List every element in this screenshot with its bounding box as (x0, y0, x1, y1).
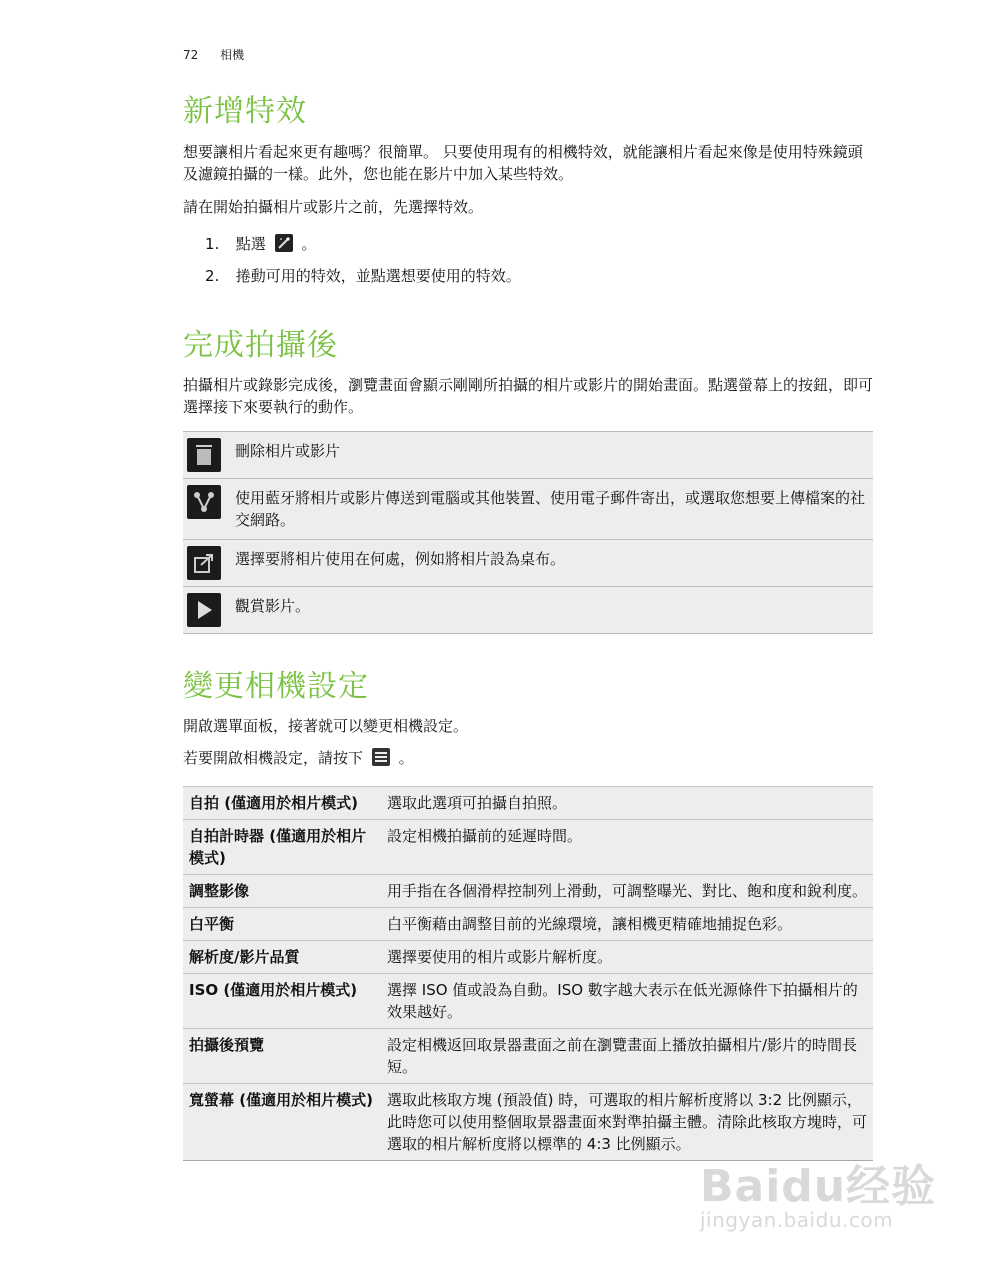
setting-description: 設定相機返回取景器畫面之前在瀏覽畫面上播放拍攝相片/影片的時間長短。 (381, 1029, 873, 1084)
settings-row (183, 974, 873, 1029)
effects-wand-icon (275, 234, 293, 252)
settings-line-2-text: 若要開啟相機設定，請按下 (183, 749, 364, 767)
settings-line-2-end: 。 (398, 749, 414, 767)
setting-name: ISO (僅適用於相片模式) (183, 974, 381, 1029)
share-icon (187, 485, 221, 519)
step-text-end: 。 (301, 235, 317, 253)
settings-line-2 (183, 747, 873, 769)
step-number: 2. (205, 267, 220, 285)
action-text: 使用藍牙將相片或影片傳送到電腦或其他裝置、使用電子郵件寄出，或選取您想要上傳檔案的社交網路。 (233, 479, 873, 540)
settings-row (183, 787, 873, 820)
step-number: 1. (205, 235, 220, 253)
step-text: 點選 (235, 235, 266, 253)
play-icon (187, 593, 221, 627)
watermark-logo: Baidu经验 (700, 1161, 937, 1212)
after-capture-actions-table (183, 431, 873, 634)
baidu-watermark (700, 1150, 936, 1232)
menu-icon (372, 748, 390, 766)
setting-name: 白平衡 (183, 908, 381, 941)
setting-description: 選取此核取方塊 (預設值) 時，可選取的相片解析度將以 3:2 比例顯示，此時您可以使用整個取景器畫面來對準拍攝主體。清除此核取方塊時，可選取的相片解析度將以標準的 4:3 比例顯示。 (381, 1084, 873, 1161)
setting-description: 選擇要使用的相片或影片解析度。 (381, 941, 873, 974)
section-title-effects: 新增特效 (183, 94, 307, 129)
settings-row (183, 1029, 873, 1084)
section-title-camera-settings: 變更相機設定 (183, 669, 369, 704)
step-2 (205, 265, 521, 287)
setting-name: 調整影像 (183, 875, 381, 908)
action-text: 選擇要將相片使用在何處，例如將相片設為桌布。 (233, 540, 873, 587)
setting-name: 自拍 (僅適用於相片模式) (183, 787, 381, 820)
step-1 (205, 233, 316, 255)
chapter-title: 相機 (220, 48, 245, 62)
action-text: 觀賞影片。 (233, 587, 873, 634)
setting-name: 解析度/影片品質 (183, 941, 381, 974)
settings-row (183, 875, 873, 908)
settings-line-1: 開啟選單面板，接著就可以變更相機設定。 (183, 717, 469, 735)
setting-description: 設定相機拍攝前的延遲時間。 (381, 820, 873, 875)
action-row (183, 479, 873, 540)
trash-icon (187, 438, 221, 472)
setting-name: 拍攝後預覽 (183, 1029, 381, 1084)
watermark-url: jingyan.baidu.com (700, 1208, 894, 1232)
running-header (183, 46, 262, 63)
setting-name: 自拍計時器 (僅適用於相片模式) (183, 820, 381, 875)
action-row (183, 432, 873, 479)
effects-instruction: 請在開始拍攝相片或影片之前，先選擇特效。 (183, 198, 484, 216)
setting-description: 白平衡藉由調整目前的光線環境，讓相機更精確地捕捉色彩。 (381, 908, 873, 941)
setting-name: 寬螢幕 (僅適用於相片模式) (183, 1084, 381, 1161)
action-row (183, 540, 873, 587)
page-number: 72 (183, 48, 199, 62)
setting-description: 選擇 ISO 值或設為自動。ISO 數字越大表示在低光源條件下拍攝相片的效果越好。 (381, 974, 873, 1029)
action-text: 刪除相片或影片 (233, 432, 873, 479)
step-text: 捲動可用的特效，並點選想要使用的特效。 (235, 267, 521, 285)
after-capture-intro: 拍攝相片或錄影完成後，瀏覽畫面會顯示剛剛所拍攝的相片或影片的開始畫面。點選螢幕上的按鈕，即可選擇接下來要執行的動作。 (183, 376, 874, 416)
settings-row (183, 908, 873, 941)
effects-intro: 想要讓相片看起來更有趣嗎？很簡單。 只要使用現有的相機特效，就能讓相片看起來像是使用特殊鏡頭及濾鏡拍攝的一樣。此外，您也能在影片中加入某些特效。 (183, 143, 863, 183)
setting-description: 用手指在各個滑桿控制列上滑動，可調整曝光、對比、飽和度和銳利度。 (381, 875, 873, 908)
settings-row (183, 820, 873, 875)
set-as-icon (187, 546, 221, 580)
setting-description: 選取此選項可拍攝自拍照。 (381, 787, 873, 820)
camera-settings-table (183, 786, 873, 1161)
section-title-after-capture: 完成拍攝後 (183, 328, 338, 363)
settings-row (183, 1084, 873, 1161)
settings-row (183, 941, 873, 974)
action-row (183, 587, 873, 634)
